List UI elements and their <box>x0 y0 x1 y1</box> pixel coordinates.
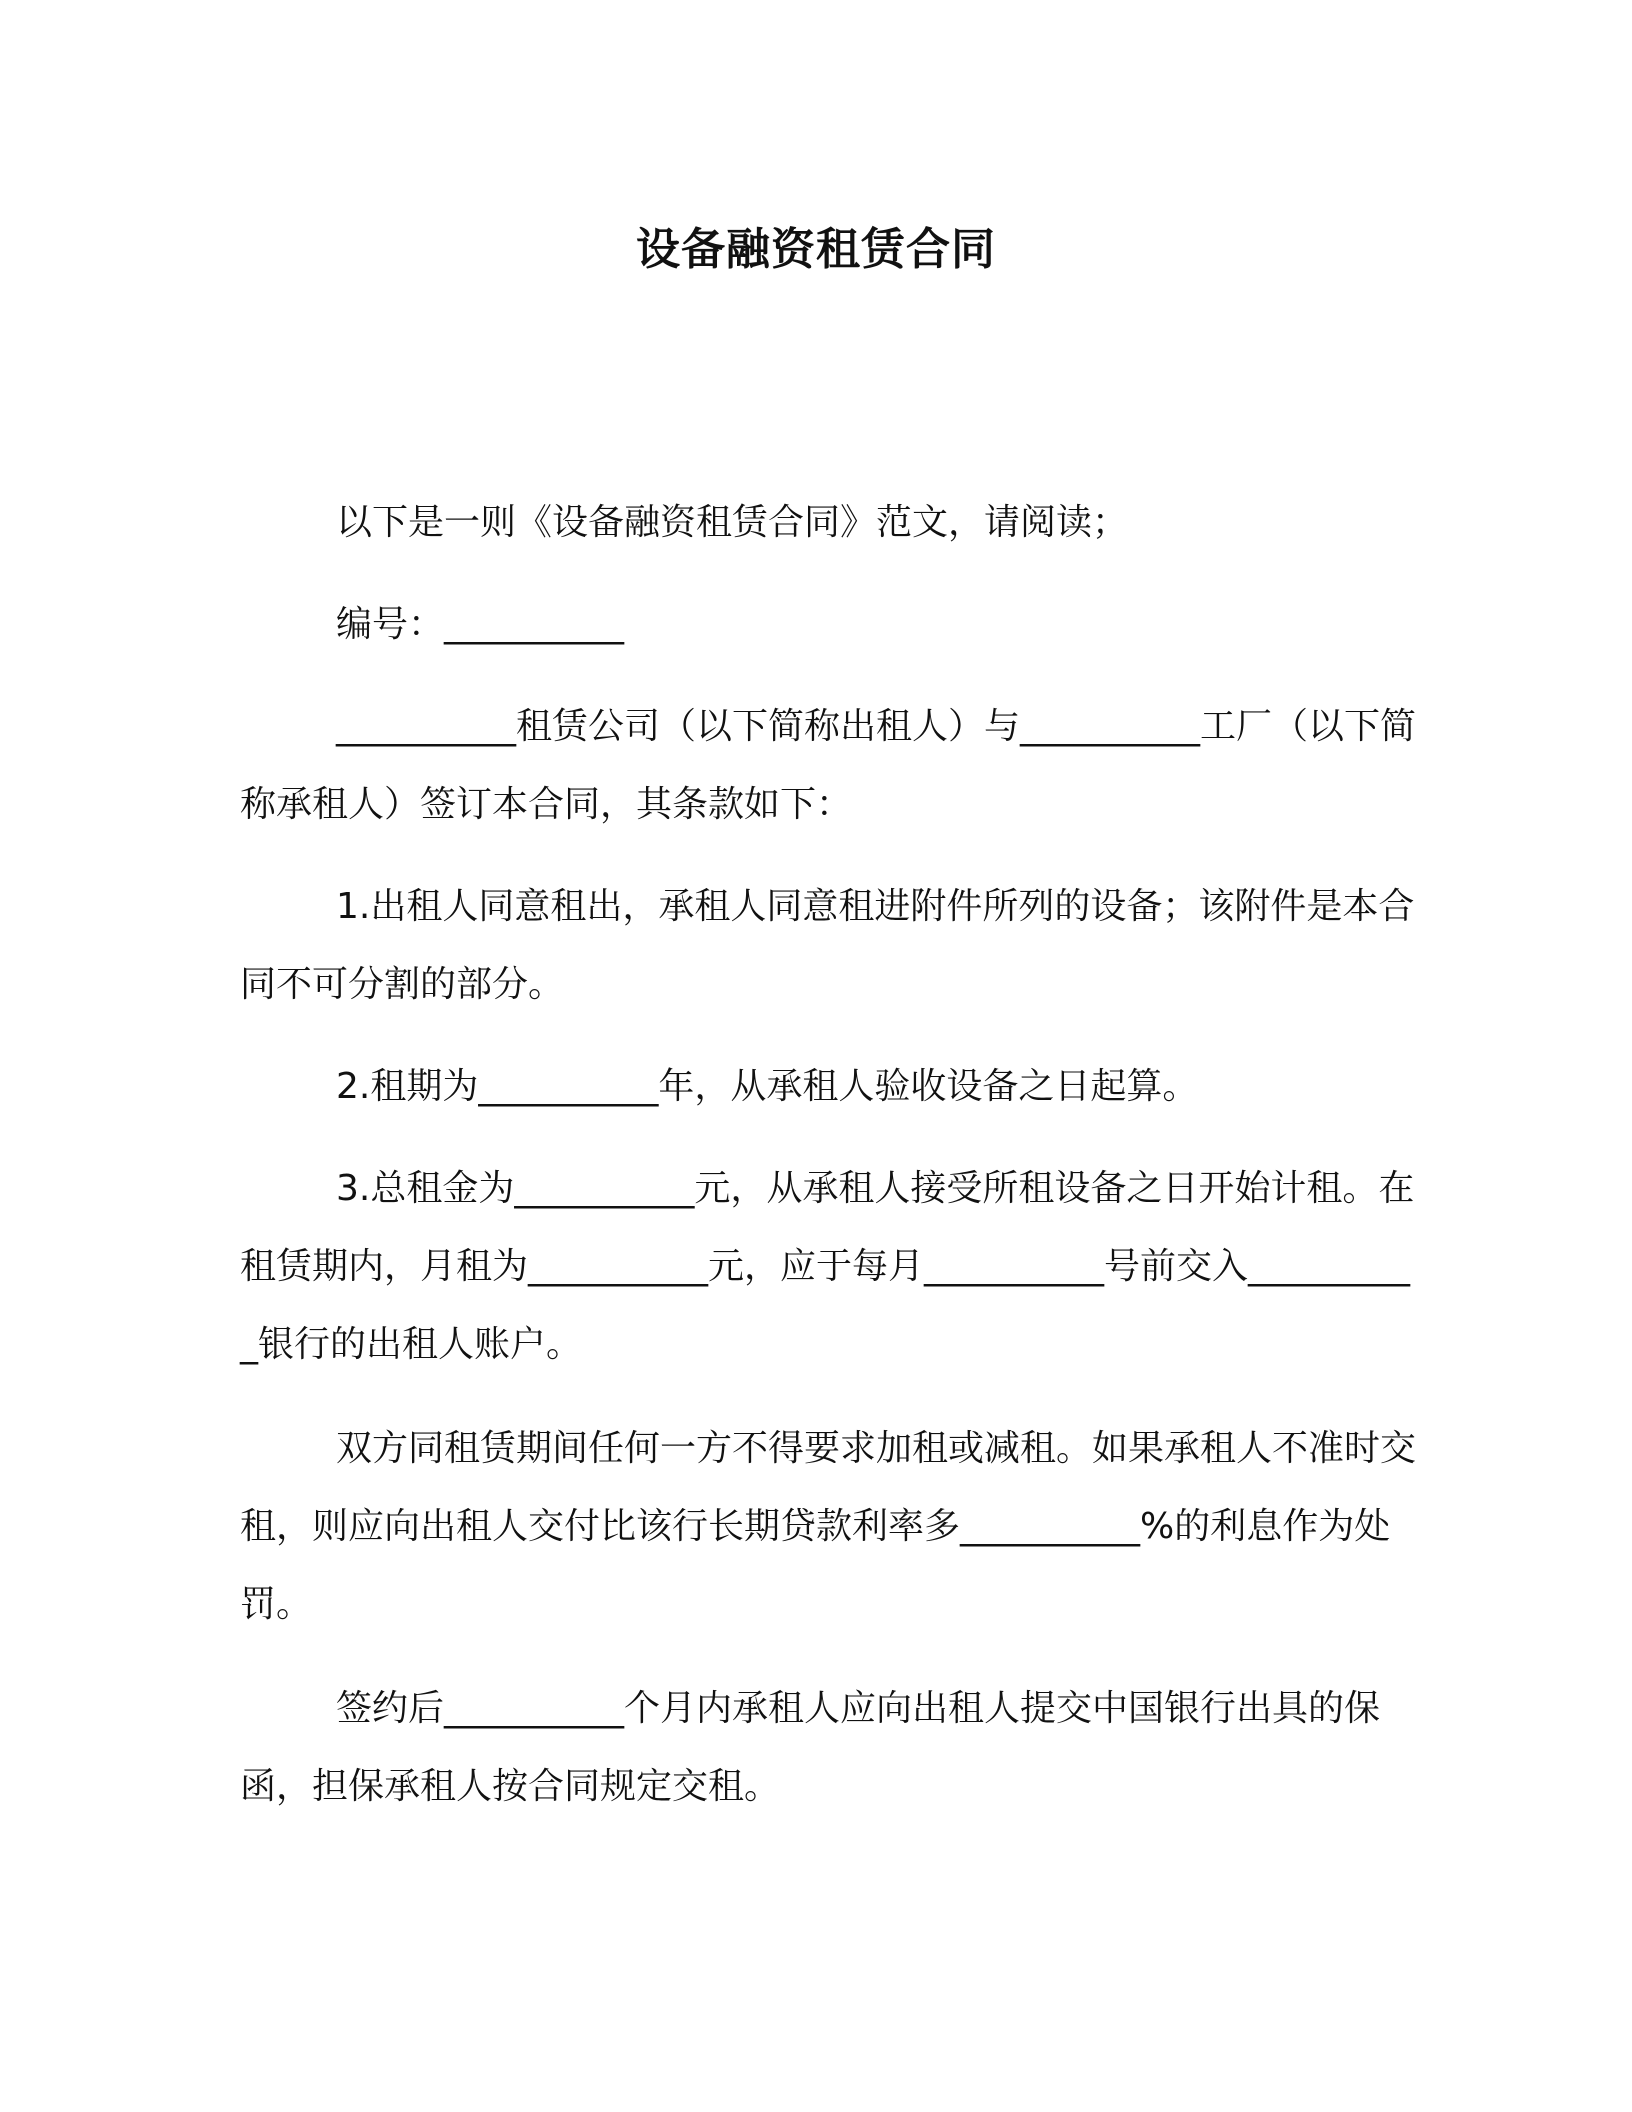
clause-2-paragraph: 2.租期为__________年，从承租人验收设备之日起算。 <box>336 1066 1199 1107</box>
guarantee-paragraph: 签约后__________个月内承租人应向出租人提交中国银行出具的保函，担保承租人按合同规定交租。 <box>240 1688 1381 1807</box>
clause-3-paragraph: 3.总租金为__________元，从承租人接受所租设备之日开始计租。在租赁期内，月租为__________元，应于每月__________号前交入__________银行的出租人账户。 <box>240 1168 1415 1365</box>
contract-number-line: 编号：__________ <box>336 604 625 645</box>
document-title: 设备融资租赁合同 <box>636 224 996 275</box>
parties-paragraph: __________租赁公司（以下简称出租人）与__________工厂（以下简称承租人）签订本合同，其条款如下： <box>240 706 1417 825</box>
clause-1-paragraph: 1.出租人同意租出，承租人同意租进附件所列的设备；该附件是本合同不可分割的部分。 <box>240 886 1415 1005</box>
rent-adjustment-paragraph: 双方同租赁期间任何一方不得要求加租或减租。如果承租人不准时交租，则应向出租人交付比该行长期贷款利率多__________%的利息作为处罚。 <box>240 1428 1417 1625</box>
intro-paragraph: 以下是一则《设备融资租赁合同》范文，请阅读； <box>336 502 1129 543</box>
